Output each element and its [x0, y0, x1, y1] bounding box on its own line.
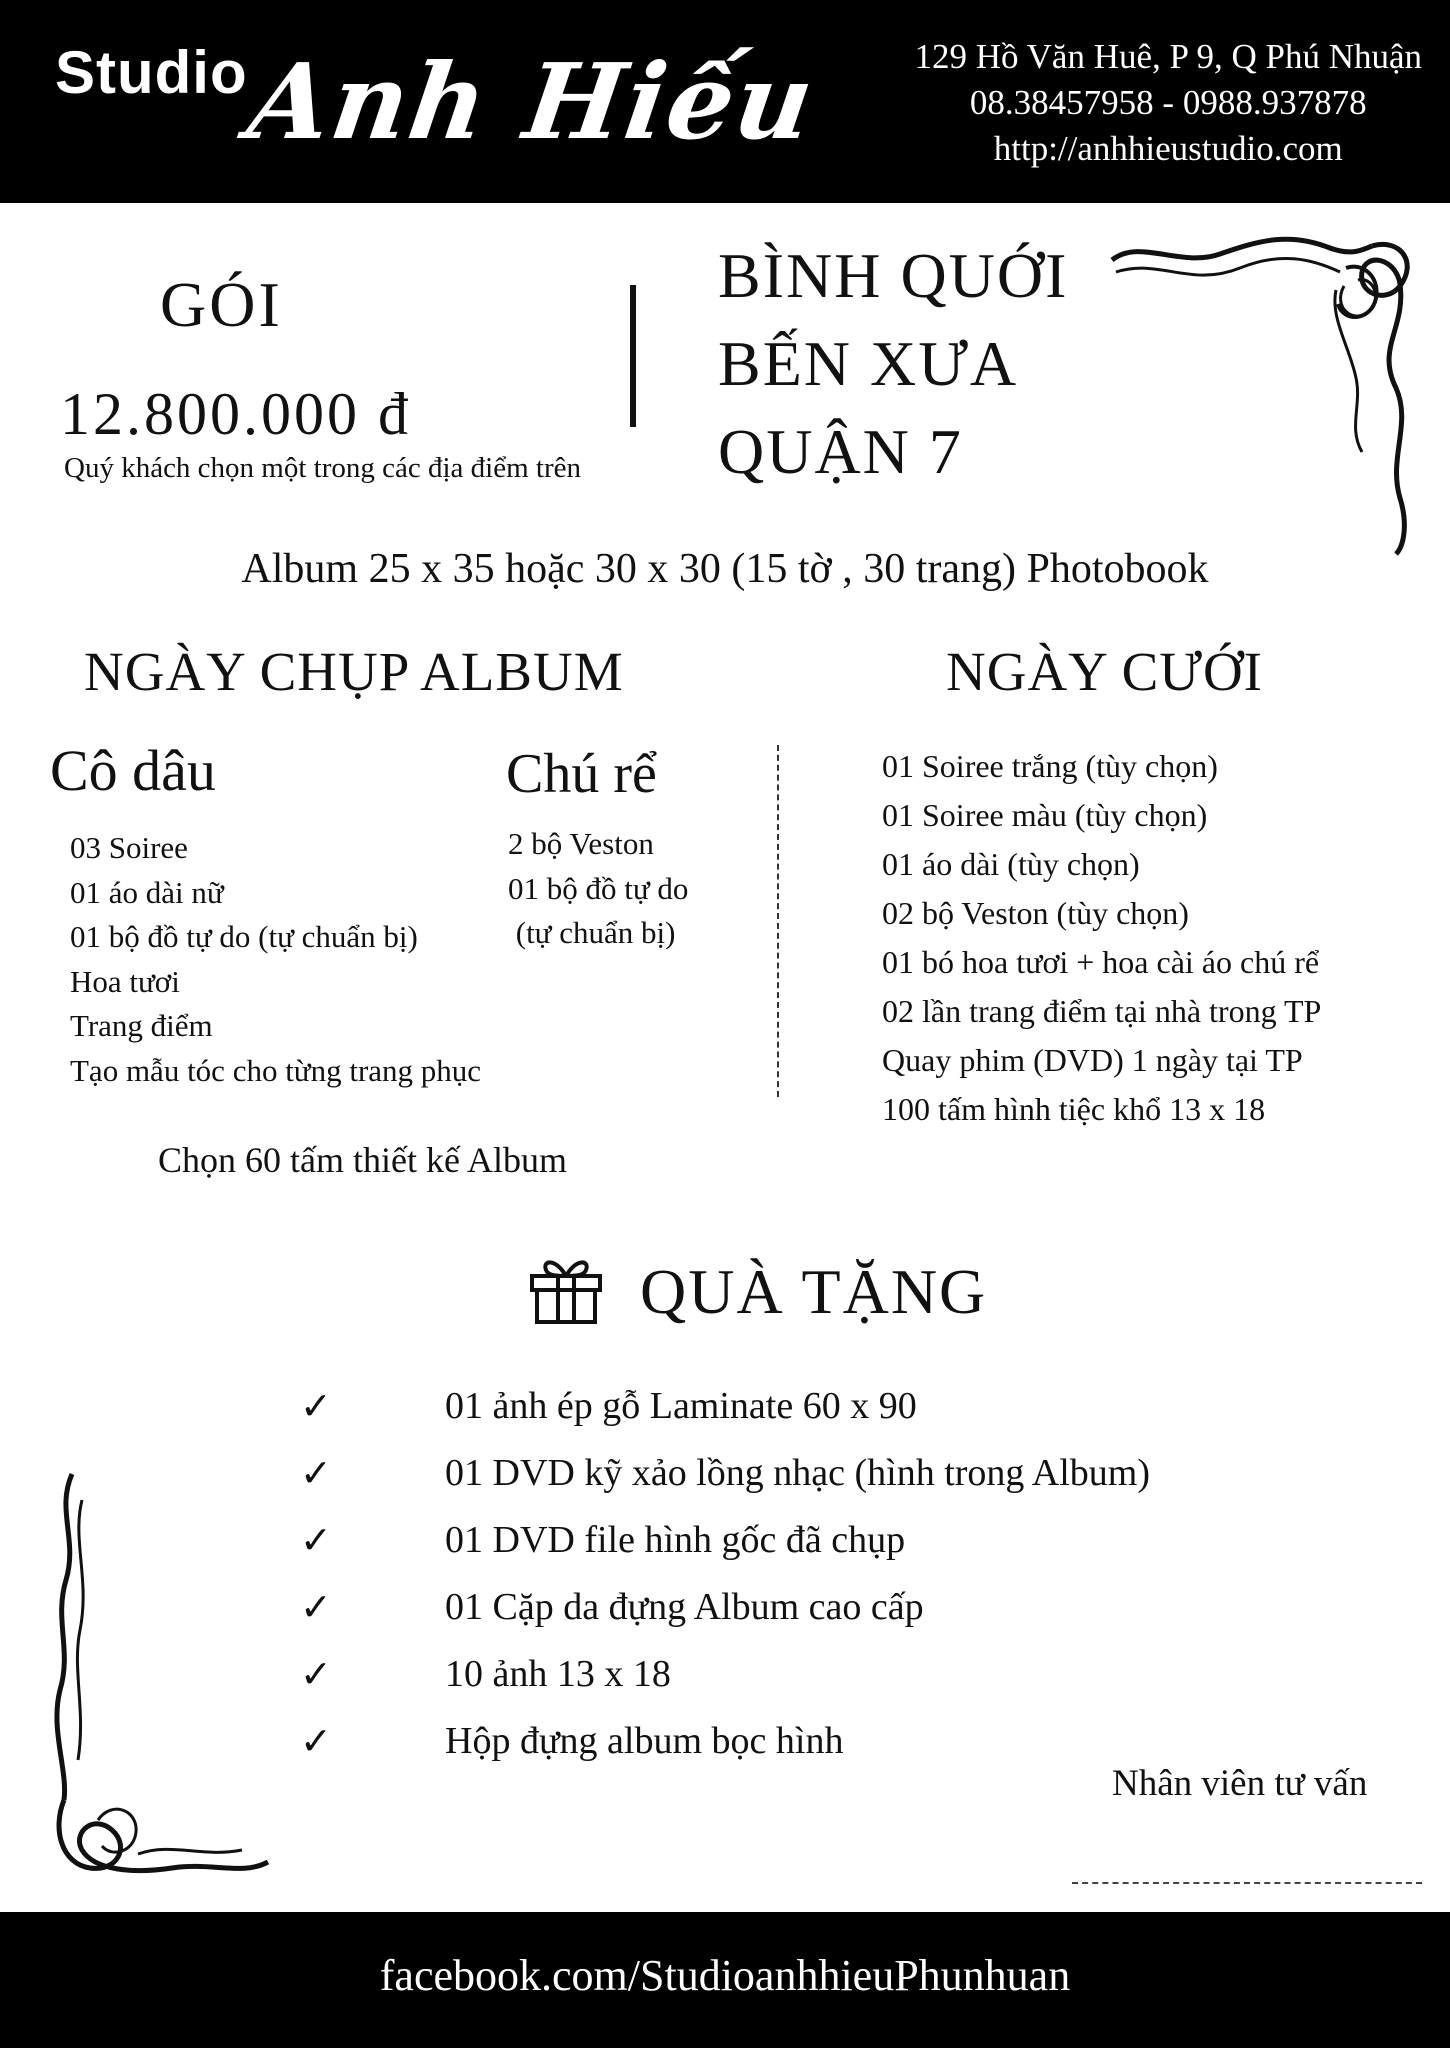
list-item: Trang điểm	[70, 1008, 213, 1043]
check-icon: ✓	[300, 1584, 332, 1629]
check-icon: ✓	[300, 1383, 332, 1428]
gift-item-label: 01 DVD kỹ xảo lồng nhạc (hình trong Album)	[445, 1451, 1151, 1494]
bride-heading: Cô dâu	[50, 738, 216, 803]
list-item: 01 áo dài (tùy chọn)	[882, 846, 1140, 882]
package-note: Quý khách chọn một trong các địa điểm trên	[64, 452, 582, 484]
logo-studio-text: Studio	[55, 39, 248, 106]
location-list	[718, 232, 1068, 496]
location-item: QUẬN 7	[718, 416, 963, 487]
list-item: 01 bó hoa tươi + hoa cài áo chú rể	[882, 944, 1320, 980]
gift-list	[300, 1372, 1150, 1774]
corner-ornament-bottom-left-icon	[42, 1470, 272, 1890]
list-item: 2 bộ Veston	[508, 826, 654, 861]
list-item: Hoa tươi	[70, 963, 180, 999]
album-spec: Album 25 x 35 hoặc 30 x 30 (15 tờ , 30 trang) Photobook	[241, 546, 1209, 592]
list-item: 01 Soiree trắng (tùy chọn)	[882, 748, 1218, 784]
gift-item-label: 01 ảnh ép gỗ Laminate 60 x 90	[445, 1384, 917, 1427]
gift-item	[300, 1640, 1150, 1707]
gift-box-icon	[528, 1254, 604, 1326]
list-item: Quay phim (DVD) 1 ngày tại TP	[882, 1042, 1303, 1078]
list-item: 01 bộ đồ tự do	[508, 870, 689, 906]
address: 129 Hồ Văn Huê, P 9, Q Phú Nhuận	[914, 37, 1422, 76]
list-item: 03 Soiree	[70, 830, 188, 865]
package-label: GÓI	[160, 269, 283, 340]
signature-line	[1072, 1882, 1422, 1884]
bride-item-list	[70, 826, 481, 1093]
website-link[interactable]: http://anhhieustudio.com	[993, 129, 1343, 168]
corner-ornament-top-right-icon	[1100, 228, 1430, 558]
list-item: 01 Soiree màu (tùy chọn)	[882, 797, 1208, 833]
gift-item	[300, 1372, 1150, 1439]
gift-heading: QUÀ TẶNG	[640, 1256, 988, 1327]
gift-item-label: 10 ảnh 13 x 18	[445, 1652, 671, 1695]
check-icon: ✓	[300, 1651, 332, 1696]
groom-item-list	[508, 822, 688, 956]
shoot-day-heading: NGÀY CHỤP ALBUM	[84, 641, 624, 702]
wedding-day-heading: NGÀY CƯỚI	[946, 641, 1263, 702]
list-item: (tự chuẩn bị)	[508, 915, 676, 950]
location-item: BÌNH QUỚI	[718, 240, 1069, 311]
facebook-link[interactable]: facebook.com/StudioanhhieuPhunhuan	[379, 1951, 1071, 2000]
album-select-note: Chọn 60 tấm thiết kế Album	[158, 1140, 567, 1180]
wedding-item-list	[882, 742, 1321, 1134]
check-icon: ✓	[300, 1718, 332, 1763]
groom-heading: Chú rể	[506, 743, 657, 805]
consultant-label: Nhân viên tư vấn	[1112, 1763, 1368, 1804]
list-item: 02 lần trang điểm tại nhà trong TP	[882, 993, 1322, 1029]
list-item: Tạo mẫu tóc cho từng trang phục	[70, 1052, 482, 1088]
list-item: 02 bộ Veston (tùy chọn)	[882, 895, 1189, 931]
check-icon: ✓	[300, 1450, 332, 1495]
logo-name-text: Anh Hiếu	[241, 40, 823, 163]
package-price: 12.800.000 đ	[60, 381, 411, 447]
gift-item	[300, 1707, 1150, 1774]
list-item: 01 áo dài nữ	[70, 874, 224, 910]
gift-item-label: 01 DVD file hình gốc đã chụp	[445, 1518, 906, 1561]
gift-item	[300, 1573, 1150, 1640]
list-item: 01 bộ đồ tự do (tự chuẩn bị)	[70, 919, 418, 954]
check-icon: ✓	[300, 1517, 332, 1562]
gift-item-label: 01 Cặp da đựng Album cao cấp	[445, 1585, 924, 1628]
column-divider	[777, 745, 779, 1097]
title-divider	[630, 285, 636, 427]
location-item: BẾN XƯA	[718, 328, 1019, 399]
contact-info	[915, 34, 1422, 172]
list-item: 100 tấm hình tiệc khổ 13 x 18	[882, 1091, 1266, 1127]
gift-item-label: Hộp đựng album bọc hình	[445, 1719, 844, 1762]
gift-item	[300, 1439, 1150, 1506]
phone[interactable]: 08.38457958 - 0988.937878	[969, 83, 1367, 122]
gift-item	[300, 1506, 1150, 1573]
